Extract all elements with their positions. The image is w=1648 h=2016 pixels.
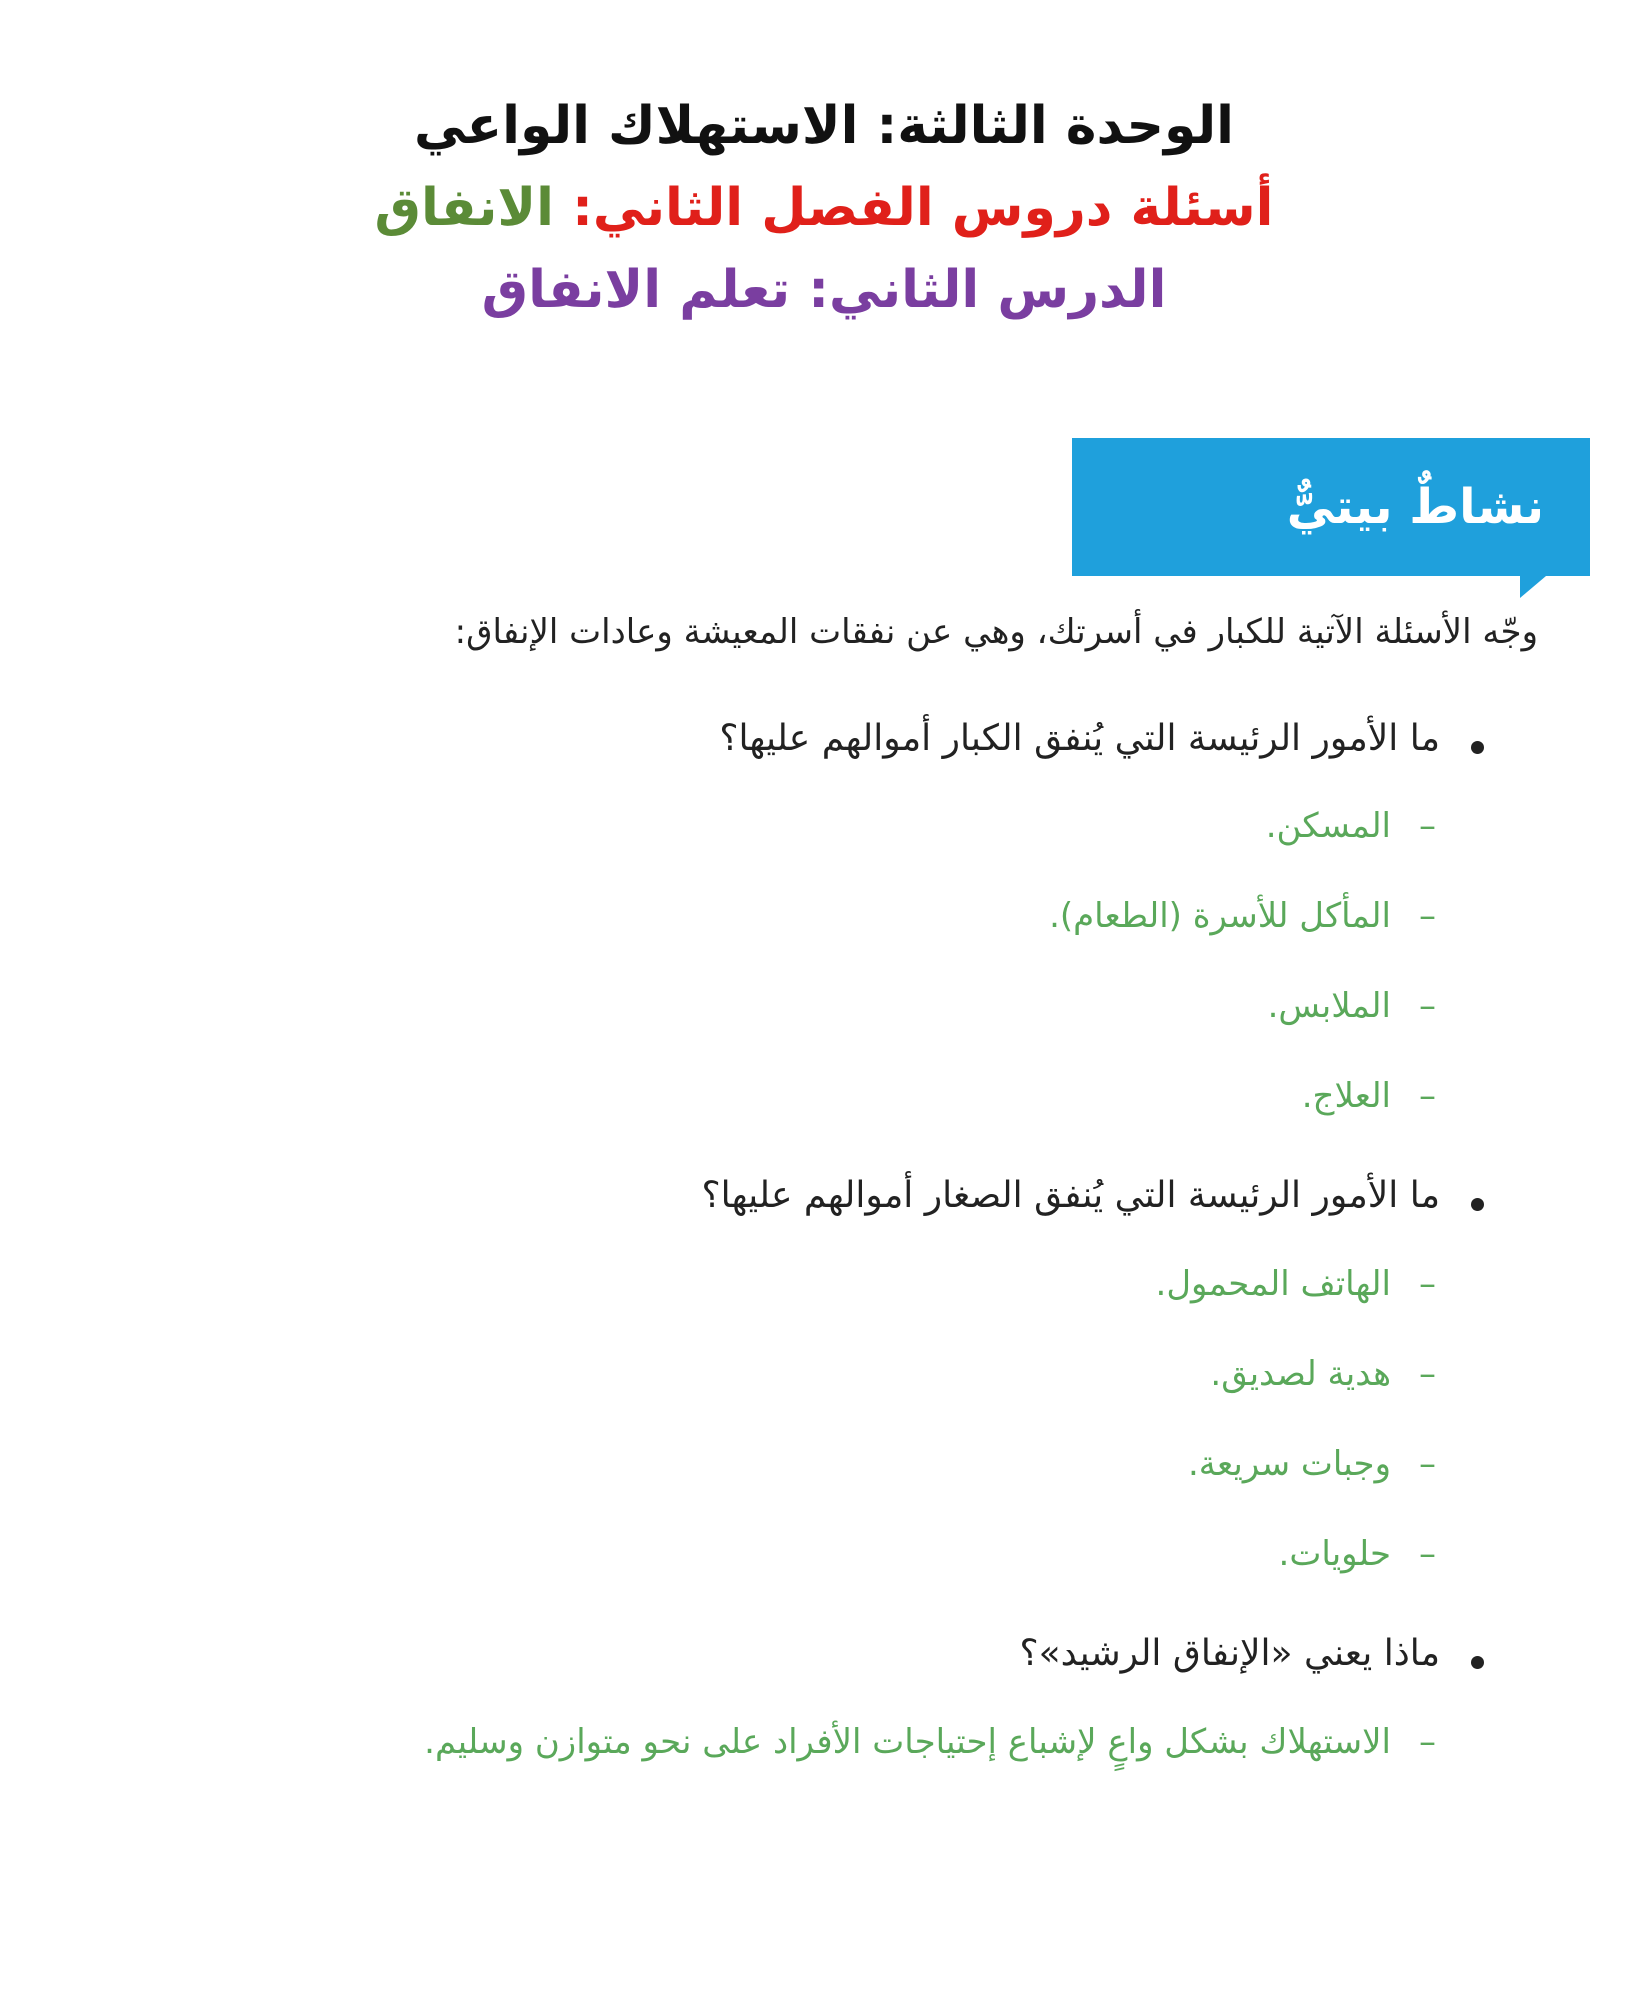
answer-text: المأكل للأسرة (الطعام). <box>1049 896 1391 936</box>
answer-1-4 <box>1302 1076 1436 1116</box>
answer-2-4 <box>1279 1534 1436 1574</box>
answer-2-1 <box>1156 1264 1436 1304</box>
lesson-title: الدرس الثاني: تعلم الانفاق <box>481 260 1167 320</box>
dash-icon: – <box>1419 1264 1436 1304</box>
dash-icon: – <box>1419 986 1436 1026</box>
dash-icon: – <box>1419 1534 1436 1574</box>
answer-1-2 <box>1049 896 1436 936</box>
unit-title: الوحدة الثالثة: الاستهلاك الواعي <box>414 96 1234 156</box>
bullet-icon <box>1471 1198 1484 1211</box>
answer-text: الملابس. <box>1267 986 1391 1026</box>
answer-text: المسكن. <box>1265 806 1391 846</box>
dash-icon: – <box>1419 1076 1436 1116</box>
answer-text: حلويات. <box>1278 1534 1391 1574</box>
page-header <box>0 85 1648 331</box>
answer-1-1 <box>1266 806 1436 846</box>
dash-icon: – <box>1419 806 1436 846</box>
dash-icon: – <box>1419 1354 1436 1394</box>
activity-intro: وجّه الأسئلة الآتية للكبار في أسرتك، وهي عن نفقات المعيشة وعادات الإنفاق: <box>454 612 1538 652</box>
answer-2-2 <box>1210 1354 1436 1394</box>
question-3: ماذا يعني «الإنفاق الرشيد»؟ <box>1019 1633 1440 1674</box>
dash-icon: – <box>1419 896 1436 936</box>
bullet-icon <box>1471 741 1484 754</box>
banner-tail-decoration <box>1520 576 1546 598</box>
bullet-icon <box>1471 1656 1484 1669</box>
answer-1-3 <box>1268 986 1436 1026</box>
answer-text: العلاج. <box>1301 1076 1391 1116</box>
dash-icon: – <box>1419 1444 1436 1484</box>
answer-2-3 <box>1188 1444 1436 1484</box>
answer-3-1 <box>424 1722 1436 1762</box>
home-activity-banner <box>1072 438 1590 576</box>
chapter-title-label: أسئلة دروس الفصل الثاني: <box>553 178 1274 238</box>
home-activity-title: نشاطٌ بيتيٌّ <box>1286 479 1544 535</box>
dash-icon: – <box>1419 1722 1436 1762</box>
answer-text: الهاتف المحمول. <box>1155 1264 1391 1304</box>
chapter-title-topic: الانفاق <box>374 178 554 238</box>
answer-text: هدية لصديق. <box>1210 1354 1391 1394</box>
answer-text: الاستهلاك بشكل واعٍ لإشباع إحتياجات الأفراد على نحو متوازن وسليم. <box>424 1722 1391 1762</box>
chapter-title <box>0 167 1648 249</box>
question-2: ما الأمور الرئيسة التي يُنفق الصغار أموالهم عليها؟ <box>701 1175 1440 1216</box>
question-1: ما الأمور الرئيسة التي يُنفق الكبار أموالهم عليها؟ <box>719 718 1440 759</box>
answer-text: وجبات سريعة. <box>1187 1444 1391 1484</box>
